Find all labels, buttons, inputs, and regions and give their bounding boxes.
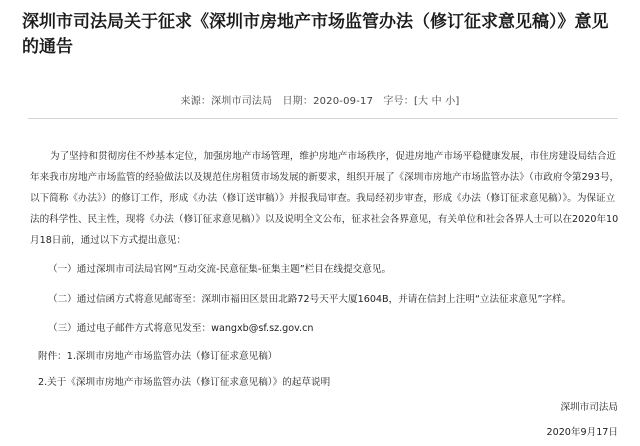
date-label: 日期：: [282, 96, 314, 107]
source-value: 深圳市司法局: [211, 96, 273, 107]
attachment-link-1[interactable]: 附件：1.深圳市房地产市场监管办法（修订征求意见稿）: [38, 351, 278, 362]
signature: 深圳市司法局: [560, 402, 618, 413]
article-meta: [0, 92, 640, 107]
list-item-email: （三）通过电子邮件方式将意见发至：wangxb@sf.sz.gov.cn: [48, 323, 314, 334]
source-label: 来源：: [180, 96, 212, 107]
list-item-mail: （二）通过信函方式将意见邮寄至：深圳市福田区景田北路72号天平大厦1604B，并请在信封上注明“立法征求意见”字样。: [48, 294, 572, 305]
date-value: 2020-09-17: [313, 96, 374, 107]
body-paragraph: 为了坚持和贯彻房住不炒基本定位，加强房地产市场管理，维护房地产市场秩序，促进房地产市场平稳健康发展，市住房建设局结合近年来我市房地产市场监管的经验做法以及规范住房租赁市场发展的新要求，组织开展了《深圳市房地产市场监管办法》（市政府令第293号，以下简称《办法》）的修订工作，形成《办法（修订送审稿）》并报我局审查。我局经初步审查，形成《办法（修订征求意见稿）》。为保证立法的科学性、民主性，现将《办法（修订征求意见稿）》以及说明全文公布，征求社会各界意见，有关单位和社会各界人士可以在2020年10月18日前，通过以下方式提出意见：: [30, 151, 620, 246]
attachment-link-2[interactable]: 2.关于《深圳市房地产市场监管办法（修订征求意见稿）》的起草说明: [38, 377, 331, 388]
divider: [28, 118, 618, 119]
signature-date: 2020年9月17日: [546, 427, 618, 438]
page-title: 深圳市司法局关于征求《深圳市房地产市场监管办法（修订征求意见稿）》意见的通告: [22, 12, 609, 57]
font-size-switcher[interactable]: [大 中 小]: [413, 96, 460, 107]
list-item-online: （一）通过深圳市司法局官网“互动交流-民意征集-征集主题”栏目在线提交意见。: [48, 264, 392, 275]
font-size-label: 字号：: [383, 96, 414, 107]
